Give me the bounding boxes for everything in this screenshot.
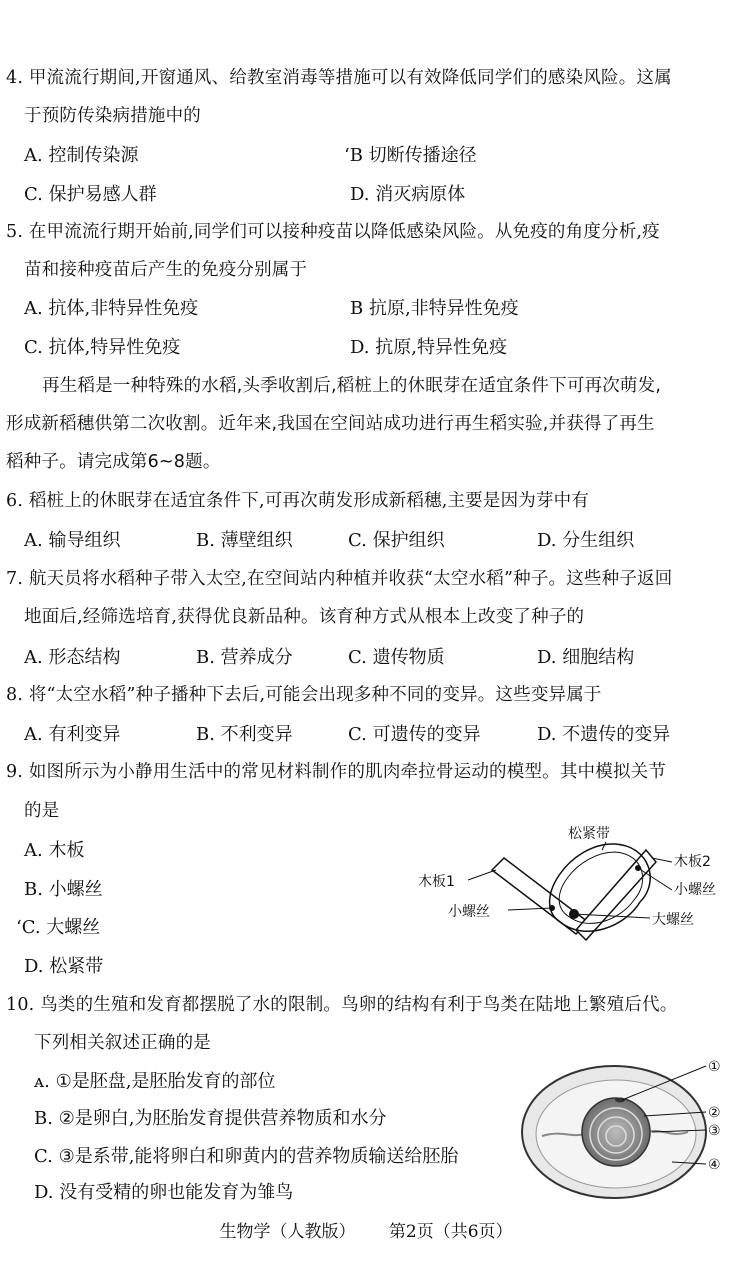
label-small-screw-right: 小螺丝 (674, 882, 716, 898)
q5-option-d: D. 抗原,特异性免疫 (350, 337, 507, 358)
label-board1: 木板1 (418, 874, 455, 890)
q5-stem-line1: 5. 在甲流流行期开始前,同学们可以接种疫苗以降低感染风险。从免疫的角度分析,疫 (6, 222, 660, 242)
q8-option-d: D. 不遗传的变异 (537, 724, 671, 745)
q8-stem-line1: 8. 将“太空水稻”种子播种下去后,可能会出现多种不同的变异。这些变异属于 (6, 685, 602, 705)
q4-stem-line2: 于预防传染病措施中的 (24, 106, 201, 126)
q6-option-c: C. 保护组织 (348, 530, 445, 551)
q5-option-c: C. 抗体,特异性免疫 (24, 337, 181, 358)
q5-option-b: B 抗原,非特异性免疫 (350, 298, 519, 319)
leader-big-screw (574, 914, 650, 918)
label-big-screw: 大螺丝 (652, 912, 694, 928)
q4-stem-line1: 4. 甲流流行期间,开窗通风、给教室消毒等措施可以有效降低同学们的感染风险。这属 (6, 68, 672, 88)
q9-option-c: ʻC. 大螺丝 (16, 917, 101, 938)
footer-page-number: 第2页（共6页） (388, 1222, 513, 1242)
q6-option-d: D. 分生组织 (537, 530, 635, 551)
q10-stem-line2: 下列相关叙述正确的是 (34, 1033, 211, 1053)
label-band: 松紧带 (568, 826, 610, 842)
leader-band (602, 842, 606, 850)
q5-option-a: A. 抗体,非特异性免疫 (24, 298, 199, 319)
q8-option-c: C. 可遗传的变异 (348, 724, 481, 745)
q8-option-b: B. 不利变异 (196, 724, 293, 745)
q7-option-c: C. 遗传物质 (348, 647, 445, 668)
q10-option-a: ᴀ. ①是胚盘,是胚胎发育的部位 (34, 1071, 276, 1092)
q9-stem-line1: 9. 如图所示为小静用生活中的常见材料制作的肌肉牵拉骨运动的模型。其中模拟关节 (6, 762, 667, 782)
q7-stem-line1: 7. 航天员将水稻种子带入太空,在空间站内种植并收获“太空水稻”种子。这些种子返回 (6, 569, 673, 589)
board2-shape (576, 850, 656, 940)
q8-option-a: A. 有利变异 (24, 724, 121, 745)
q4-option-b: ʻB 切断传播途径 (344, 145, 477, 166)
leader-board1 (468, 870, 496, 880)
q7-option-a: A. 形态结构 (24, 647, 121, 668)
q9-option-a: A. 木板 (24, 840, 85, 861)
q10-stem-line1: 10. 鸟类的生殖和发育都摆脱了水的限制。鸟卵的结构有利于鸟类在陆地上繁殖后代。 (6, 995, 678, 1015)
q10-option-c: C. ③是系带,能将卵白和卵黄内的营养物质输送给胚胎 (34, 1146, 459, 1167)
q9-option-d: D. 松紧带 (24, 956, 104, 977)
q4-option-a: A. 控制传染源 (24, 145, 139, 166)
q9-stem-line2: 的是 (24, 801, 60, 821)
label-1: ① (708, 1059, 721, 1075)
q4-option-d: D. 消灭病原体 (350, 184, 466, 205)
label-small-screw-left: 小螺丝 (448, 904, 490, 920)
q7-option-b: B. 营养成分 (196, 647, 293, 668)
q4-option-c: C. 保护易感人群 (24, 184, 157, 205)
q9-option-b: B. 小螺丝 (24, 879, 103, 900)
board1-shape (492, 858, 588, 934)
muscle-bone-model-figure (410, 822, 730, 962)
bird-egg-figure (512, 1052, 728, 1204)
q7-stem-line2: 地面后,经筛选培育,获得优良新品种。该育种方式从根本上改变了种子的 (24, 607, 585, 627)
q6-stem-line1: 6. 稻桩上的休眠芽在适宜条件下,可再次萌发形成新稻穗,主要是因为芽中有 (6, 491, 590, 511)
passage-line3: 稻种子。请完成第6~8题。 (6, 452, 221, 472)
q5-stem-line2: 苗和接种疫苗后产生的免疫分别属于 (24, 260, 308, 280)
q6-option-b: B. 薄壁组织 (196, 530, 293, 551)
germinal-disc (615, 1098, 625, 1103)
footer-subject: 生物学（人教版） (219, 1222, 356, 1242)
q10-option-d: D. 没有受精的卵也能发育为雏鸟 (34, 1182, 294, 1203)
passage-line1: 再生稻是一种特殊的水稻,头季收割后,稻桩上的休眠芽在适宜条件下可再次萌发, (42, 376, 662, 396)
q10-option-b: B. ②是卵白,为胚胎发育提供营养物质和水分 (34, 1108, 387, 1129)
label-4: ④ (708, 1157, 721, 1173)
page-footer (0, 1224, 732, 1241)
label-2: ② (708, 1105, 721, 1121)
q6-option-a: A. 输导组织 (24, 530, 121, 551)
passage-line2: 形成新稻穗供第二次收割。近年来,我国在空间站成功进行再生稻实验,并获得了再生 (6, 414, 655, 434)
q7-option-d: D. 细胞结构 (537, 647, 635, 668)
label-board2: 木板2 (674, 854, 711, 870)
label-3: ③ (708, 1123, 721, 1139)
